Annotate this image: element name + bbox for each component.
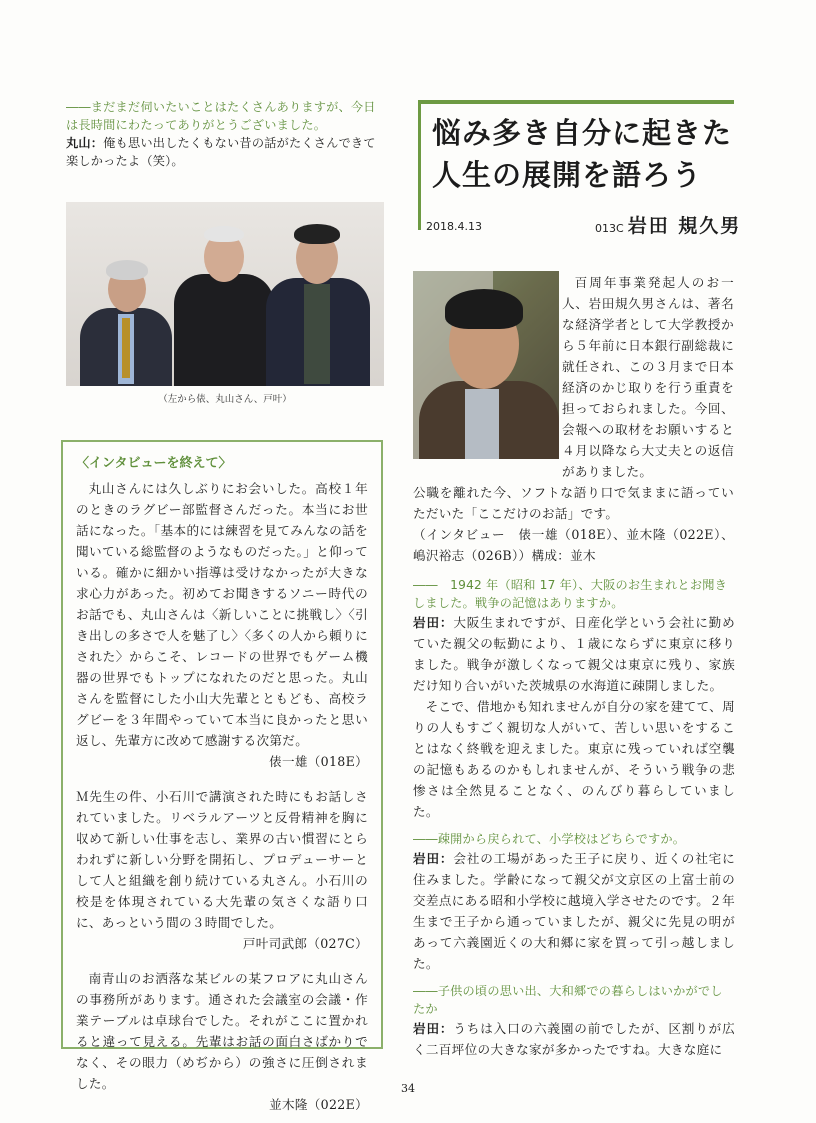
photo-caption: （左から俵、丸山さん、戸叶） [158,394,292,405]
article-title-line-1: 悩み多き自分に起きた [432,116,733,150]
answer-3-speaker: 岩田： [413,1021,454,1036]
answer-2-text: 会社の工場があった王子に戻り、近くの社宅に住みました。学齢になって親父が文京区の上富士前の交差点にある昭和小学校に越境入学させたのです。２年生まで王子から通っていましたが、親父に先見の明があって六義園近くの大和郷に家を買って引っ越しました。 [413,851,735,971]
answer-2-speaker: 岩田： [413,851,454,866]
article-date: 2018.4.13 [426,220,482,233]
title-accent-line [418,100,421,230]
photo-person-right [262,214,372,386]
afterword-signature-1: 俵一雄（018E） [269,754,368,769]
afterword-signature-2: 戸叶司武郎（027C） [242,936,368,951]
answer-1b: そこで、借地かも知れませんが自分の家を建てて、周りの人もすごく親切な人がいて、苦しい思いをすることはなく終戦を迎えました。東京に残っていれば空襲の記憶もあるのかもしれませんが、そういう戦争の悲惨さは全然見ることなく、のんびり暮らしていました。 [413,699,735,819]
afterword-body [76,478,368,1115]
answer-2 [413,848,735,974]
afterword-paragraph-1: 丸山さんには久しぶりにお会いした。高校１年のときのラグビー部監督さんだった。本当にお世話になった。「基本的には練習を見てみんなの話を聞いている総監督のようなものだった。」と仰っている。確かに細かい指導は受けなかったが大きな求心力があった。初めてお聞きするソニー時代のお話でも、丸山さんは〈新しいことに挑戦し〉〈引き出しの多さで人を魅了し〉〈多くの人から頼りにされた〉からこそ、レコードの世界でもゲーム機器の世界でもトップになれたのだと思った。丸山さんを監督にした小山大先輩とともども、高校ラグビーを３年間やっていて本当に良かったと思い返し、先輩方に改めて感謝する次第だ。 [76,481,368,748]
answer-1 [413,612,735,696]
interview-main [413,576,735,1060]
article-title-line-2: 人生の展開を語ろう [432,158,703,192]
afterword-heading: 〈インタビューを終えて〉 [76,456,232,471]
lead-text-continuation: 公職を離れた今、ソフトな語り口で気ままに語っていただいた「ここだけのお話」です。 [413,485,734,521]
page-number: 34 [401,1082,415,1095]
article-author [595,211,741,238]
question-2: ――疎開から戻られて、小学校はどちらですか。 [413,832,686,846]
answer-3-text: うちは入口の六義園の前でしたが、区割りが広く二百坪位の大きな家が多かったですね。大きな庭に [413,1021,735,1057]
lead-text-full [413,482,734,566]
author-name: 岩田 規久男 [627,215,742,237]
author-code: 013C [595,222,624,235]
intro-speaker: 丸山： [66,136,104,150]
answer-1-speaker: 岩田： [413,615,454,630]
title-accent-bar [418,100,734,104]
intro-question: ――まだまだ伺いたいことはたくさんありますが、今日は長時間にわたってありがとうございました。 [66,100,376,132]
lead-text-right: 百周年事業発起人のお一人、岩田規久男さんは、著名な経済学者として大学教授から５年前に日本銀行副総裁に就任され、この３月まで日本経済のかじ取りを行う重責を担っておられました。今回、会報への取材をお願いすると４月以降なら大丈夫との返信がありました。 [562,275,734,479]
answer-3 [413,1018,735,1060]
answer-1-text: 大阪生まれですが、日産化学という会社に勤めていた親父の転勤により、１歳にならずに東京に移りました。戦争が激しくなって親父は東京に残り、家族だけ知り合いがいた茨城県の水海道に疎開しました。 [413,615,735,693]
portrait-photo [413,271,559,459]
group-photo [66,202,384,386]
intro-qa [66,98,386,170]
intro-answer-text: 俺も思い出したくもない昔の話がたくさんできて楽しかったよ（笑）。 [66,136,376,168]
afterword-paragraph-2: Ｍ先生の件、小石川で講演された時にもお話しされていました。リベラルアーツと反骨精神を胸に収めて新しい仕事を志し、業界の古い慣習にとらわれずに新しい分野を開拓し、プロデューサーとして人と組織を創り続けている丸さん。小石川の校是を体現されている大先輩の気さくな語り口に、あっという間の３時間でした。 [76,789,368,930]
photo-person-left [80,256,172,386]
photo-person-middle [174,216,274,386]
intro-answer [66,134,386,170]
afterword-paragraph-3: 南青山のお洒落な某ビルの某フロアに丸山さんの事務所があります。通された会議室の会議・作業テーブルは卓球台でした。それがここに置かれると違って見える。先輩はお話の面白さばかりでなく、その眼力（めぢから）の強さに圧倒されました。 [76,971,368,1091]
question-3: ――子供の頃の思い出、大和郷での暮らしはいかがでしたか [413,984,723,1016]
afterword-signature-3: 並木隆（022E） [269,1097,368,1112]
article-title [432,112,742,196]
question-1: ―― 1942 年（昭和 17 年）、大阪のお生まれとお聞きしました。戦争の記憶はありますか。 [413,578,727,610]
interview-credits: （インタビュー 俵一雄（018E）、並木隆（022E）、嶋沢裕志（026B））構成：並木 [413,527,734,563]
